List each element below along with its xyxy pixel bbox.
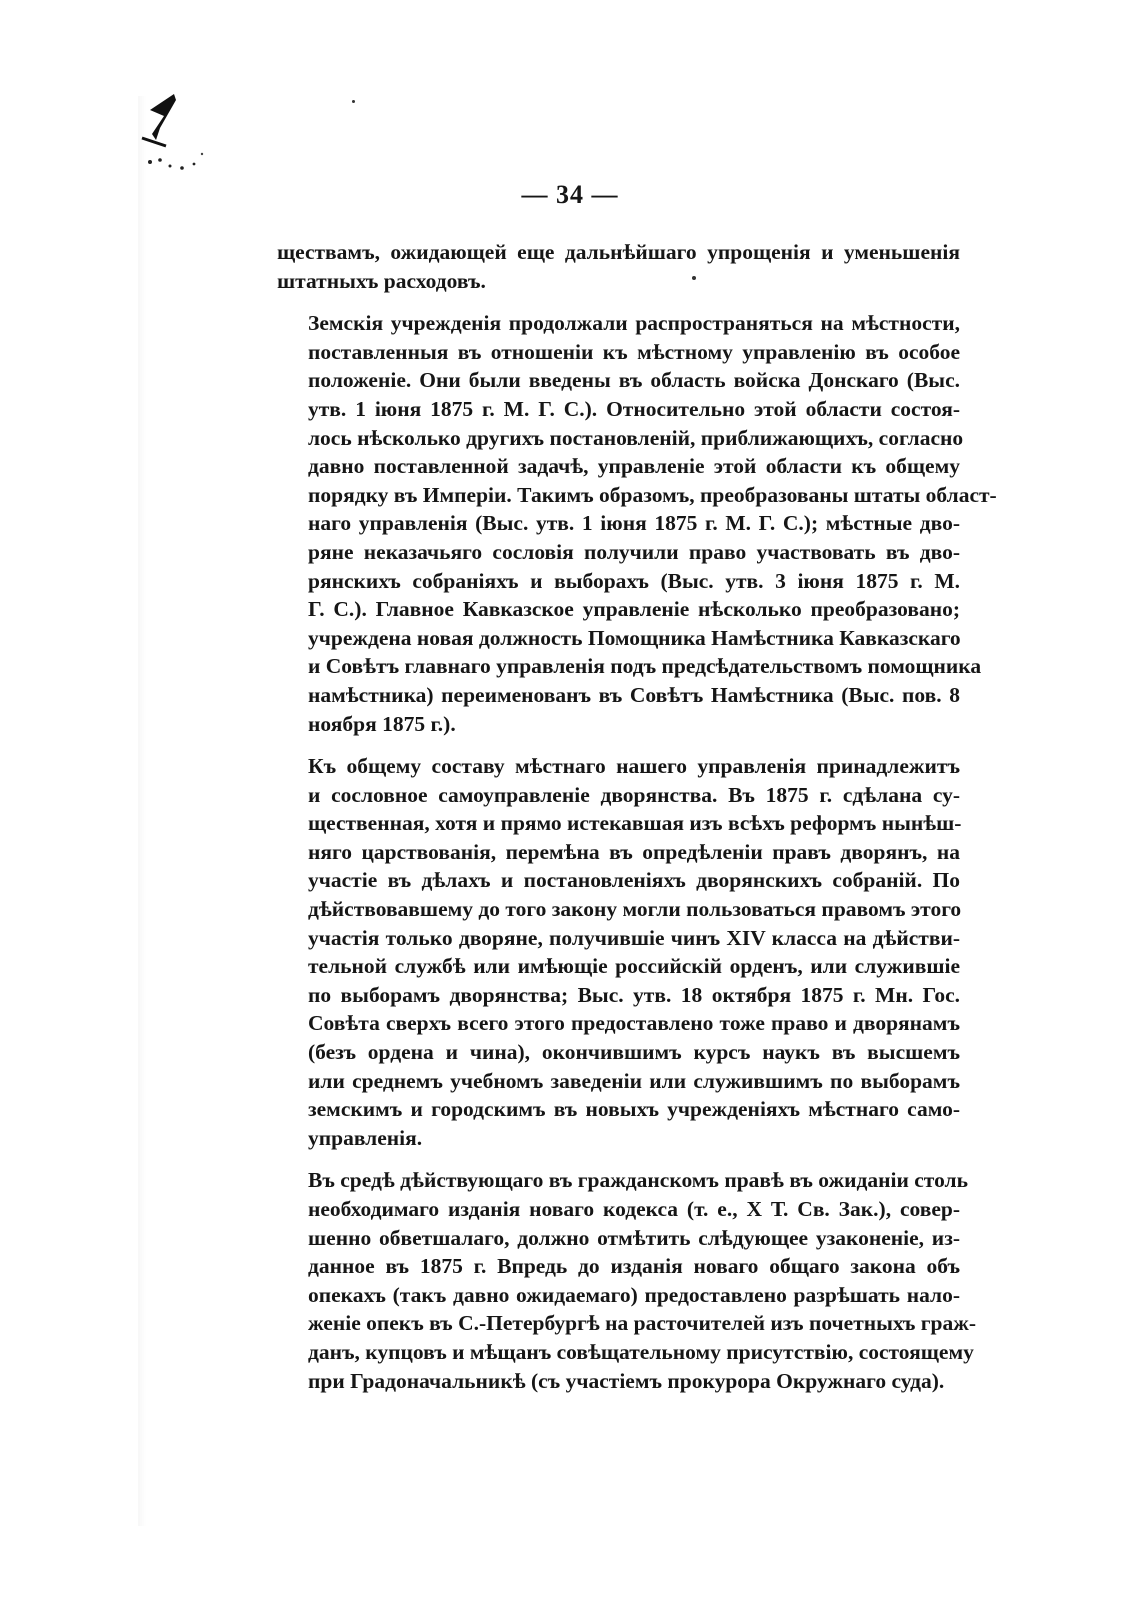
text-line: Въ средѣ дѣйствующаго въ гражданскомъ правѣ въ ожиданіи столь bbox=[308, 1168, 968, 1193]
ink-scribble-icon bbox=[130, 88, 220, 178]
text-line: женіе опекъ въ С.-Петербургѣ на расточителей изъ почетныхъ граж- bbox=[308, 1311, 976, 1336]
text-line: управленія. bbox=[308, 1125, 423, 1150]
text-line: при Градоначальникѣ (съ участіемъ прокурора Окружнаго суда). bbox=[308, 1368, 945, 1393]
paragraph bbox=[277, 238, 960, 295]
text-line: щественная, хотя и прямо истекавшая изъ всѣхъ реформъ нынѣш- bbox=[308, 811, 962, 836]
text-line: Къ общему составу мѣстнаго нашего управленія принадлежитъ bbox=[308, 754, 960, 779]
scan-edge-shadow bbox=[138, 96, 146, 1526]
text-line: поставленныя въ отношеніи къ мѣстному управленію въ особое bbox=[308, 339, 960, 364]
text-line: земскимъ и городскимъ въ новыхъ учрежденіяхъ мѣстнаго само- bbox=[308, 1097, 960, 1122]
text-line: или среднемъ учебномъ заведеніи или служившимъ по выборамъ bbox=[308, 1068, 960, 1093]
paragraph bbox=[277, 1166, 976, 1395]
text-line: утв. 1 іюня 1875 г. М. Г. С.). Относительно этой области состоя- bbox=[308, 396, 960, 421]
text-line: Г. С.). Главное Кавказское управленіе нѣсколько преобразовано; bbox=[308, 597, 960, 622]
ink-mark bbox=[130, 88, 220, 178]
text-line: Земскія учрежденія продолжали распространяться на мѣстности, bbox=[308, 311, 960, 336]
text-line: данъ, купцовъ и мѣщанъ совѣщательному присутствію, состоящему bbox=[308, 1339, 974, 1364]
text-line: учреждена новая должность Помощника Намѣстника Кавказскаго bbox=[308, 625, 961, 650]
paragraph bbox=[277, 752, 960, 1152]
text-line: данное въ 1875 г. Впредь до изданія новаго общаго закона объ bbox=[308, 1254, 960, 1279]
text-line: и сословное самоуправленіе дворянства. Въ 1875 г. сдѣлана су- bbox=[308, 782, 960, 807]
text-line: намѣстника) переименованъ въ Совѣтъ Намѣстника (Выс. пов. 8 bbox=[308, 682, 960, 707]
text-line: ноября 1875 г.). bbox=[308, 711, 456, 736]
speck bbox=[352, 100, 355, 103]
text-line: Совѣта сверхъ всего этого предоставлено тоже право и дворянамъ bbox=[308, 1011, 960, 1036]
text-line: ществамъ, ожидающей еще дальнѣйшаго упрощенія и уменьшенія bbox=[277, 240, 960, 264]
text-line: рянскихъ собраніяхъ и выборахъ (Выс. утв. 3 іюня 1875 г. М. bbox=[308, 568, 960, 593]
text-line: положеніе. Они были введены въ область войска Донскаго (Выс. bbox=[308, 368, 960, 393]
paragraph bbox=[277, 309, 997, 738]
text-line: давно поставленной задачѣ, управленіе этой области къ общему bbox=[308, 454, 960, 479]
text-line: няго царствованія, перемѣна въ опредѣленіи правъ дворянъ, на bbox=[308, 839, 960, 864]
text-line: порядку въ Имперіи. Такимъ образомъ, преобразованы штаты област- bbox=[308, 482, 997, 507]
text-line: по выборамъ дворянства; Выс. утв. 18 октября 1875 г. Мн. Гос. bbox=[308, 982, 960, 1007]
text-line: дѣйствовавшему до того закону могли пользоваться правомъ этого bbox=[308, 897, 962, 922]
text-line: наго управленія (Выс. утв. 1 іюня 1875 г. М. Г. С.); мѣстные дво- bbox=[308, 511, 960, 536]
text-line: штатныхъ расходовъ. bbox=[277, 268, 486, 293]
text-line: (безъ ордена и чина), окончившимъ курсъ наукъ въ высшемъ bbox=[308, 1040, 960, 1065]
text-line: участія только дворяне, получившіе чинъ XIV класса на дѣйстви- bbox=[308, 925, 960, 950]
text-line: лось нѣсколько другихъ постановленій, приближающихъ, согласно bbox=[308, 425, 964, 450]
page-number: — 34 — bbox=[521, 180, 619, 209]
text-line: участіе въ дѣлахъ и постановленіяхъ дворянскихъ собраній. По bbox=[308, 868, 960, 893]
text-line: необходимаго изданія новаго кодекса (т. е., X Т. Св. Зак.), совер- bbox=[308, 1197, 960, 1221]
text-line: шенно обветшалаго, должно отмѣтить слѣдующее узаконеніе, из- bbox=[308, 1225, 960, 1250]
text-line: и Совѣтъ главнаго управленія подъ предсѣдательствомъ помощника bbox=[308, 654, 982, 679]
text-line: ряне неказачьяго сословія получили право участвовать въ дво- bbox=[308, 539, 960, 564]
text-line: тельной службѣ или имѣющіе российскій орденъ, или служившіе bbox=[308, 954, 960, 979]
text-line: опекахъ (такъ давно ожидаемаго) предоставлено разрѣшать нало- bbox=[308, 1282, 960, 1307]
body-text bbox=[277, 238, 997, 1409]
